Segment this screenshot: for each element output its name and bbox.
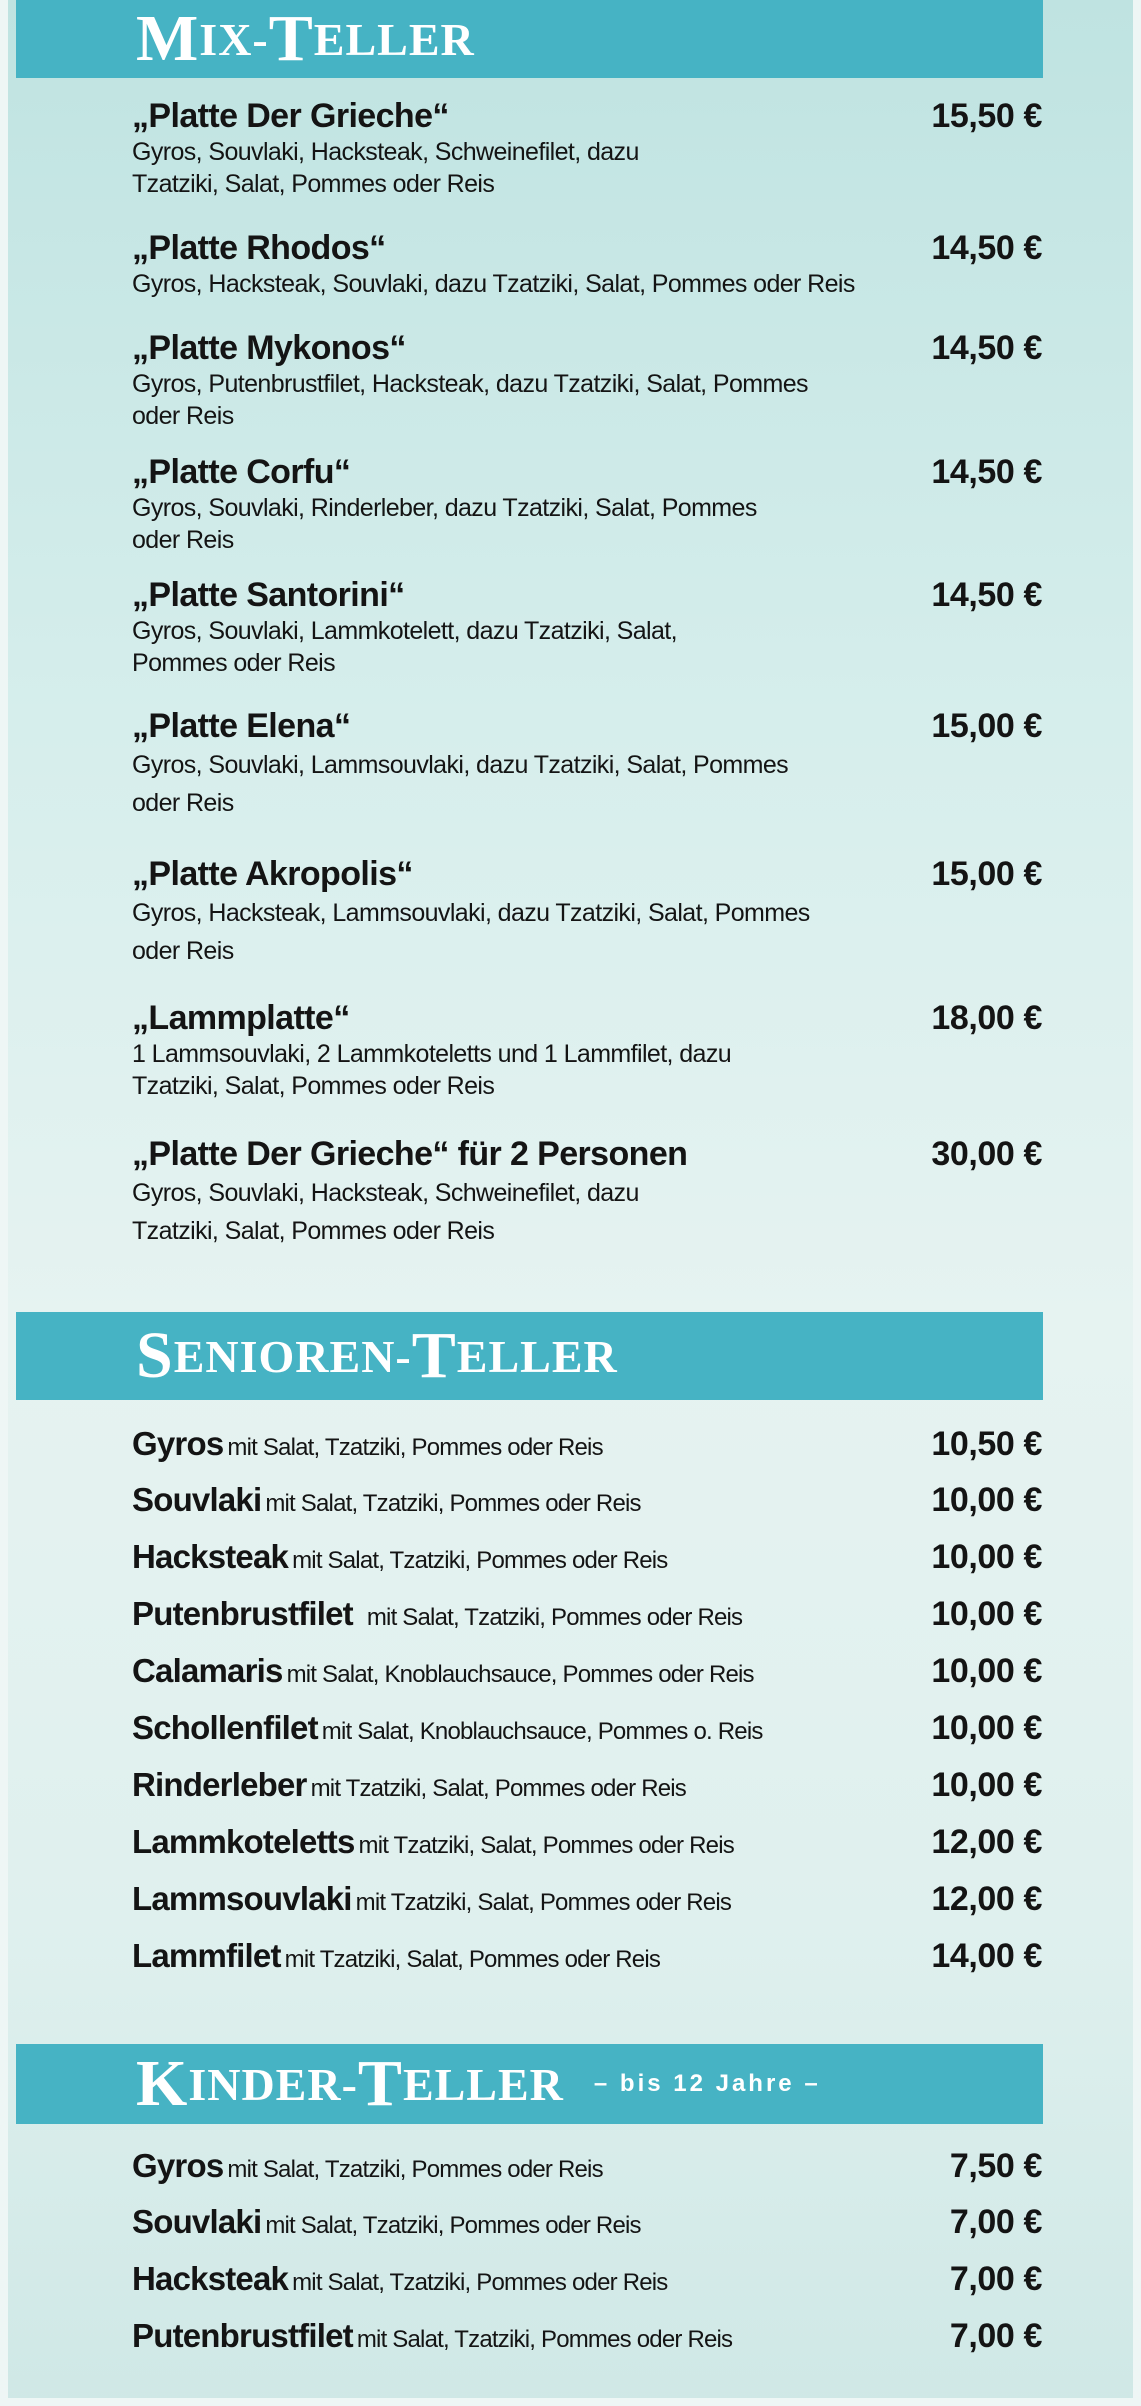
item-name: „Platte Rhodos“ — [132, 229, 386, 267]
age-subtitle: – bis 12 Jahre – — [593, 2070, 821, 2097]
item-name: „Platte Corfu“ — [132, 453, 351, 491]
item-description: Gyros, Souvlaki, Lammkotelett, dazu Tzatziki, Salat, Pommes oder Reis — [132, 617, 677, 677]
item-price: 7,00 € — [949, 2317, 1042, 2355]
menu-item — [132, 706, 1042, 822]
item-price: 10,00 € — [931, 1538, 1042, 1576]
heading-rest-2: ELLER — [402, 2058, 564, 2110]
item-description: mit Salat, Tzatziki, Pommes oder Reis — [356, 2326, 733, 2353]
item-name: Putenbrustfilet — [132, 2317, 353, 2354]
item-description: mit Salat, Tzatziki, Pommes oder Reis — [292, 1547, 668, 1574]
item-description: 1 Lammsouvlaki, 2 Lammkoteletts und 1 Lammfilet, dazu Tzatziki, Salat, Pommes oder Reis — [132, 1040, 732, 1100]
item-name: Rinderleber — [132, 1766, 307, 1803]
item-price: 14,50 € — [931, 453, 1042, 491]
item-price: 15,00 € — [931, 707, 1042, 745]
heading-rest: INDER- — [188, 2058, 358, 2110]
item-description: mit Tzatziki, Salat, Pommes oder Reis — [358, 1832, 734, 1859]
item-name: „Lammplatte“ — [132, 999, 350, 1037]
menu-item — [132, 328, 1042, 432]
menu-item — [132, 1590, 1042, 1638]
menu-item — [132, 1476, 1042, 1524]
item-description: mit Salat, Tzatziki, Pommes oder Reis — [265, 1490, 641, 1517]
item-price: 14,50 € — [931, 576, 1042, 614]
heading-initial-2: T — [268, 2, 314, 75]
heading-rest-2: ELLER — [313, 13, 475, 65]
menu-item — [132, 1420, 1042, 1468]
menu-item — [132, 2255, 1042, 2303]
item-price: 10,00 € — [931, 1766, 1042, 1804]
item-name: Lammkoteletts — [132, 1823, 355, 1860]
menu-item — [132, 1761, 1042, 1809]
menu-item — [132, 1818, 1042, 1866]
item-description: mit Salat, Tzatziki, Pommes oder Reis — [292, 2269, 668, 2296]
heading-initial: K — [136, 2047, 189, 2120]
item-name: Putenbrustfilet — [132, 1595, 353, 1632]
item-description: Gyros, Hacksteak, Lammsouvlaki, dazu Tzatziki, Salat, Pommes oder Reis — [132, 899, 810, 965]
item-price: 18,00 € — [931, 999, 1042, 1037]
item-description: mit Salat, Knoblauchsauce, Pommes o. Reis — [321, 1718, 763, 1745]
item-name: Hacksteak — [132, 1538, 289, 1575]
item-description: mit Salat, Tzatziki, Pommes oder Reis — [227, 2156, 603, 2183]
heading-initial: S — [136, 1319, 174, 1392]
item-price: 15,00 € — [931, 855, 1042, 893]
item-price: 10,00 € — [931, 1481, 1042, 1519]
item-price: 12,00 € — [931, 1823, 1042, 1861]
item-price: 10,00 € — [931, 1595, 1042, 1633]
item-price: 7,00 € — [949, 2203, 1042, 2241]
item-price: 10,50 € — [931, 1425, 1042, 1463]
item-price: 7,50 € — [949, 2147, 1042, 2185]
item-description: Gyros, Souvlaki, Lammsouvlaki, dazu Tzatziki, Salat, Pommes oder Reis — [132, 751, 789, 817]
item-description: mit Tzatziki, Salat, Pommes oder Reis — [284, 1946, 661, 1973]
item-price: 14,50 € — [931, 329, 1042, 367]
item-description: Gyros, Putenbrustfilet, Hacksteak, dazu Tzatziki, Salat, Pommes oder Reis — [132, 370, 808, 430]
item-description: mit Salat, Tzatziki, Pommes oder Reis — [265, 2212, 641, 2239]
section-header-kinder-teller — [16, 2044, 1043, 2124]
item-name: Gyros — [132, 1425, 224, 1462]
item-name: Schollenfilet — [132, 1709, 318, 1746]
item-description: Gyros, Hacksteak, Souvlaki, dazu Tzatziki, Salat, Pommes oder Reis — [132, 270, 855, 298]
item-name: Calamaris — [132, 1652, 283, 1689]
item-name: „Platte Der Grieche“ — [132, 97, 449, 135]
menu-item — [132, 1704, 1042, 1752]
heading-initial-2: T — [357, 2047, 403, 2120]
item-price: 7,00 € — [949, 2260, 1042, 2298]
item-description: Gyros, Souvlaki, Hacksteak, Schweinefilet, dazu Tzatziki, Salat, Pommes oder Reis — [132, 1179, 639, 1245]
item-name: „Platte Santorini“ — [132, 576, 405, 614]
section-header-mix-teller — [16, 0, 1043, 78]
menu-item — [132, 854, 1042, 970]
heading-rest: IX- — [199, 13, 269, 65]
heading-initial-2: T — [411, 1319, 457, 1392]
heading-rest-2: ELLER — [456, 1330, 618, 1382]
item-name: Gyros — [132, 2147, 224, 2184]
item-price: 14,50 € — [931, 229, 1042, 267]
item-description: mit Salat, Tzatziki, Pommes oder Reis — [227, 1434, 603, 1461]
menu-item — [132, 1134, 1042, 1250]
item-name: „Platte Mykonos“ — [132, 329, 406, 367]
menu-item — [132, 998, 1042, 1102]
menu-item — [132, 1932, 1042, 1980]
item-description: mit Salat, Tzatziki, Pommes oder Reis — [366, 1604, 743, 1631]
menu-item — [132, 452, 1042, 556]
item-description: mit Tzatziki, Salat, Pommes oder Reis — [355, 1889, 732, 1916]
item-name: Lammsouvlaki — [132, 1880, 352, 1917]
menu-item — [132, 1875, 1042, 1923]
menu-item — [132, 575, 1042, 679]
menu-item — [132, 1647, 1042, 1695]
item-name: Souvlaki — [132, 1481, 262, 1518]
menu-item — [132, 228, 1042, 300]
item-price: 30,00 € — [931, 1135, 1042, 1173]
item-description: Gyros, Souvlaki, Rinderleber, dazu Tzatziki, Salat, Pommes oder Reis — [132, 494, 757, 554]
menu-item — [132, 1533, 1042, 1581]
item-name: Souvlaki — [132, 2203, 262, 2240]
item-description: mit Tzatziki, Salat, Pommes oder Reis — [310, 1775, 687, 1802]
item-description: mit Salat, Knoblauchsauce, Pommes oder Reis — [286, 1661, 754, 1688]
item-name: Lammfilet — [132, 1937, 281, 1974]
menu-item — [132, 2198, 1042, 2246]
item-price: 15,50 € — [931, 97, 1042, 135]
item-description: Gyros, Souvlaki, Hacksteak, Schweinefilet, dazu Tzatziki, Salat, Pommes oder Reis — [132, 138, 639, 198]
heading-initial: M — [136, 2, 200, 75]
menu-item — [132, 2142, 1042, 2190]
menu-item — [132, 96, 1042, 200]
item-name: „Platte Elena“ — [132, 707, 351, 745]
item-name: Hacksteak — [132, 2260, 289, 2297]
item-price: 14,00 € — [931, 1937, 1042, 1975]
item-name: „Platte Der Grieche“ für 2 Personen — [132, 1135, 688, 1173]
item-price: 12,00 € — [931, 1880, 1042, 1918]
item-name: „Platte Akropolis“ — [132, 855, 413, 893]
section-header-senioren-teller — [16, 1312, 1043, 1400]
menu-item — [132, 2312, 1042, 2360]
heading-rest: ENIOREN- — [173, 1330, 412, 1382]
item-price: 10,00 € — [931, 1652, 1042, 1690]
item-price: 10,00 € — [931, 1709, 1042, 1747]
